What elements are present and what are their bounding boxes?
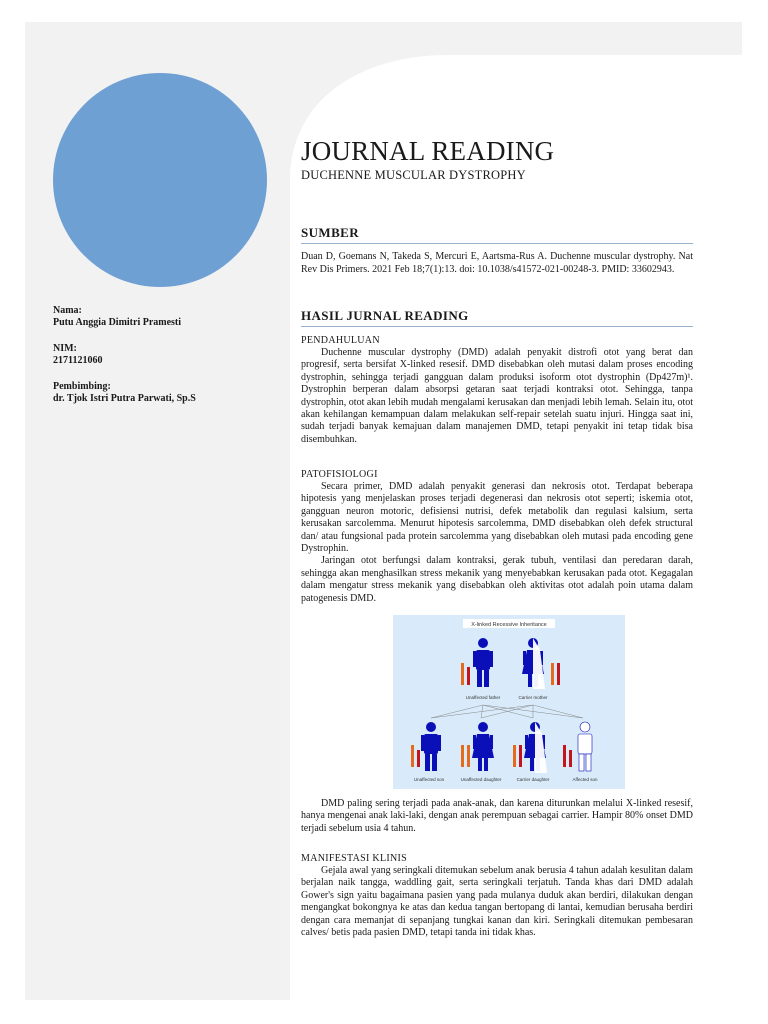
decorative-circle	[53, 73, 267, 287]
citation-text: Duan D, Goemans N, Takeda S, Mercuri E, Aartsma-Rus A. Duchenne muscular dystrophy. Nat Rev Dis Primers. 2021 Feb 18;7(1):13. doi: 10.1038/s41572-021-00248-3. PMID: 33602943.	[301, 251, 693, 275]
pendahuluan-paragraph: Duchenne muscular dystrophy (DMD) adalah penyakit distrofi otot yang berat dan progresif, serta bersifat X-linked resesif. DMD disebabkan oleh mutasi dalam proses encoding dystrophin, sehingga terjadi gangguan dalam produksi isoform otot dystrophin (Dp427m)¹. Dystrophin berperan dalam absorpsi getaran saat terjadi kontraksi otot. Sehingga, tanpa dystrophin, otot akan lebih mudah mengalami kerusakan dan menjadi lebih lemah. Selain itu, otot akan kehilangan kemampuan dalam melakukan self-repair setelah suatu injuri. Hingga saat ini, sudah terjadi banyak kemajuan dalam manajemen DMD, tetapi penyakit ini tetap tidak bisa disembuhkan.	[301, 347, 693, 445]
patofisiologi-paragraph-2: Jaringan otot berfungsi dalam kontraksi, gerak tubuh, ventilasi dan peredaran darah, sehingga akan menghasilkan stress mekanik yang menyebabkan kerusakan pada otot. Kegagalan dalam mengatur stress mekanik yang disebabkan oleh aktivitas otot adalah poin utama dalam patogenesis DMD.	[301, 555, 693, 604]
hasil-heading: HASIL JURNAL READING	[301, 308, 693, 327]
label-unaffected-father: Unaffected father	[465, 695, 501, 700]
manifestasi-paragraph: Gejala awal yang seringkali ditemukan sebelum anak berusia 4 tahun adalah kesulitan dalam berjalan naik tangga, waddling gait, serta seringkali terjatuh. Tanda khas dari DMD adalah Gower's sign yaitu bagaimana pasien yang pada mulanya duduk akan berdiri, dilakukan dengan mengangkat bokongnya ke atas dan kedua tangan bertopang di lantai, kemudian berusaha berdiri dengan cara memanjat di sepanjang tungkai kanan dan kiri. Seringkali ditemukan pembesaran calves/ betis pada pasien DMD, tetapi tanda ini tidak khas.	[301, 865, 693, 939]
section-patofisiologi	[301, 468, 693, 605]
name-value: Putu Anggia Dimitri Pramesti	[53, 317, 182, 328]
label-unaffected-son: Unaffected son	[413, 777, 445, 782]
patofisiologi-heading: PATOFISIOLOGI	[301, 469, 378, 480]
page-subtitle: DUCHENNE MUSCULAR DYSTROPHY	[301, 168, 526, 182]
diagram-title: X-linked Recessive Inheritance	[471, 622, 547, 628]
advisor-value: dr. Tjok Istri Putra Parwati, Sp.S	[53, 393, 196, 404]
inheritance-diagram	[393, 615, 625, 789]
pendahuluan-heading: PENDAHULUAN	[301, 335, 380, 346]
name-label: Nama:	[53, 305, 82, 316]
section-manifestasi	[301, 852, 693, 939]
main-content	[301, 136, 693, 939]
dmd-onset-paragraph: DMD paling sering terjadi pada anak-anak, dan karena diturunkan melalui X-linked resesif, hanya mengenai anak laki-laki, dengan anak perempuan sebagai carrier. Hampir 80% onset DMD terjadi sebelum usia 4 tahun.	[301, 798, 693, 834]
section-pendahuluan	[301, 334, 693, 446]
nim-value: 2171121060	[53, 355, 103, 366]
patofisiologi-paragraph-1: Secara primer, DMD adalah penyakit generasi dan nekrosis otot. Terdapat beberapa hipotesis yang menjelaskan proses terjadi degenerasi dan nekrosis otot seperti; iskemia otot, gangguan neuron motoric, defisiensi nutrisi, defek metabolik dan regulasi kalsium, serta kerusakan sarcolemma. Menurut hipotesis sarcolemma, DMD disebabkan oleh defek structural dan/ atau fungsional pada protein sarcolemma yang disebabkan oleh mutasi pada encoding gene Dystrophin.	[301, 481, 693, 555]
label-carrier-daughter: Carrier daughter	[516, 777, 550, 782]
nim-label: NIM:	[53, 343, 77, 354]
label-unaffected-daughter: Unaffected daughter	[460, 777, 502, 782]
manifestasi-heading: MANIFESTASI KLINIS	[301, 853, 407, 864]
label-affected-son: Affected son	[572, 777, 598, 782]
label-carrier-mother: Carrier mother	[518, 695, 548, 700]
page-title: JOURNAL READING	[301, 136, 555, 166]
sumber-heading: SUMBER	[301, 225, 693, 244]
author-info	[53, 305, 273, 419]
advisor-label: Pembimbing:	[53, 381, 111, 392]
section-dmd-onset	[301, 798, 693, 835]
